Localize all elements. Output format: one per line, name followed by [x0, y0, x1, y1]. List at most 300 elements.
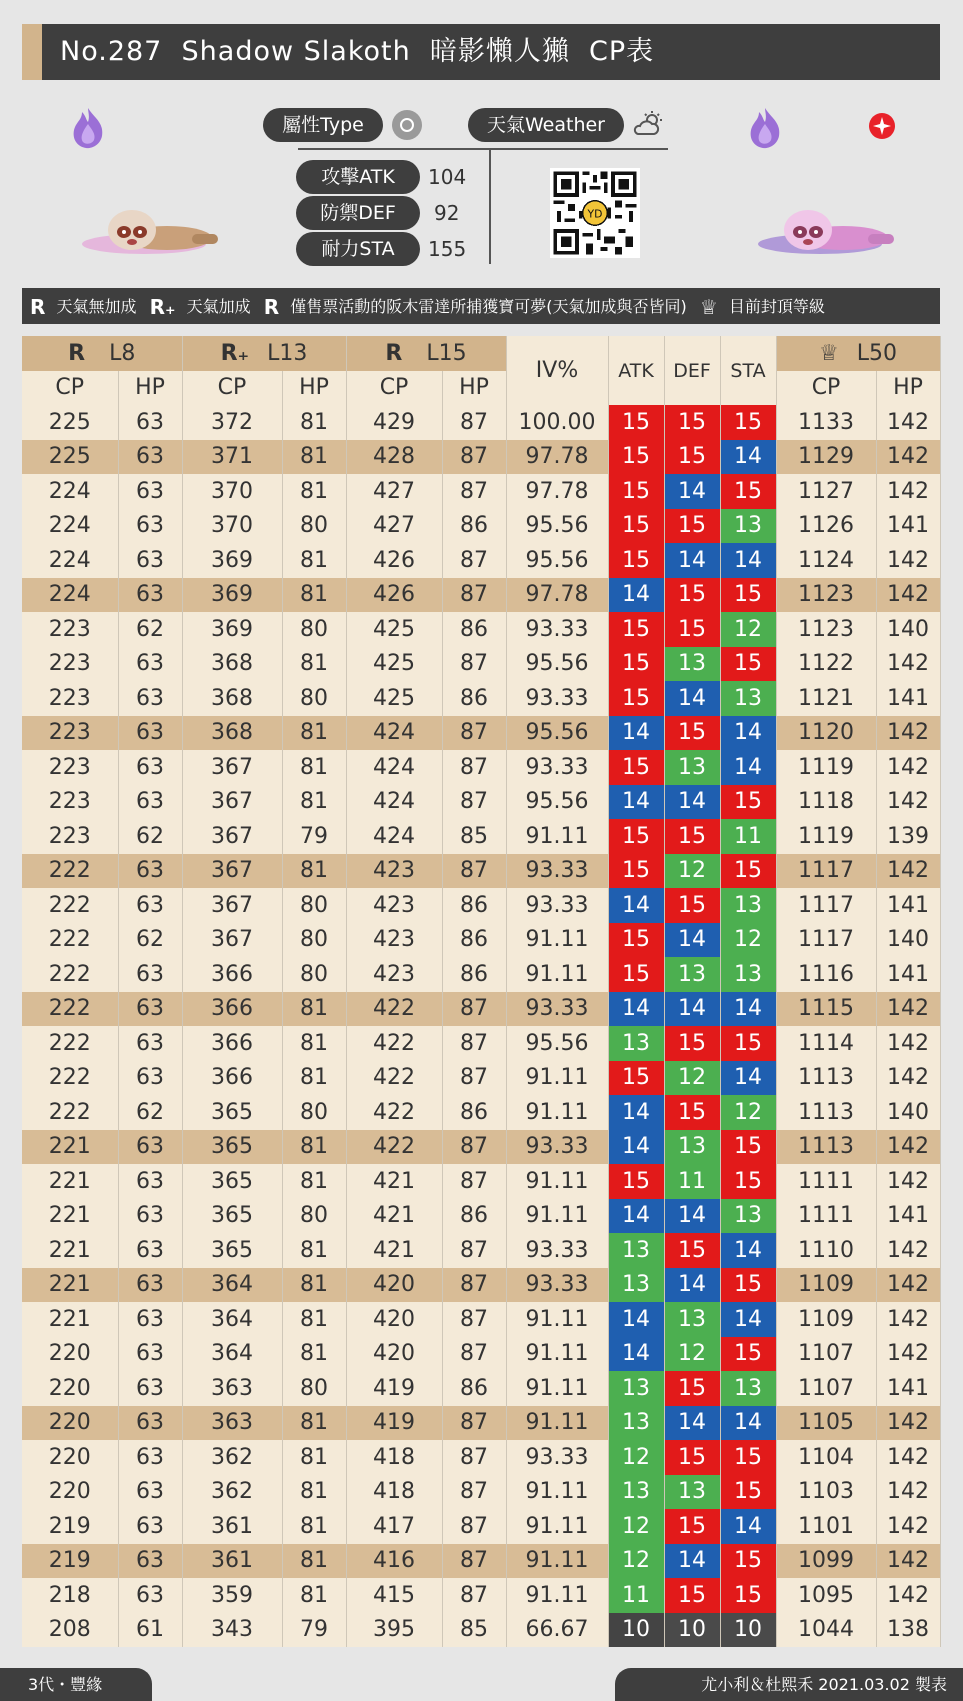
- hp-cell: 81: [282, 992, 346, 1027]
- cp-cell: 367: [182, 888, 282, 923]
- iv-sta-cell: 13: [720, 681, 776, 716]
- hp-cell: 87: [442, 647, 506, 682]
- cp-cell: 424: [346, 750, 442, 785]
- cp-cell: 220: [22, 1475, 118, 1510]
- def-value: 92: [434, 201, 460, 225]
- cp-cell: 222: [22, 1095, 118, 1130]
- cp-cell: 361: [182, 1544, 282, 1579]
- cp-cell: 365: [182, 1164, 282, 1199]
- iv-def-cell: 14: [664, 543, 720, 578]
- iv-atk-cell: 12: [608, 1544, 664, 1579]
- cp-cell: 222: [22, 923, 118, 958]
- table-row: [22, 1164, 940, 1199]
- cp-cell: 364: [182, 1268, 282, 1303]
- iv-percent-cell: 97.78: [506, 578, 608, 613]
- header-iv: IV%: [506, 336, 608, 405]
- hp-cell: 87: [442, 750, 506, 785]
- table-row: [22, 819, 940, 854]
- iv-percent-cell: 93.33: [506, 854, 608, 889]
- hp-cell: 142: [876, 578, 940, 613]
- table-row: [22, 1475, 940, 1510]
- cp-cell: 369: [182, 612, 282, 647]
- hp-cell: 142: [876, 750, 940, 785]
- iv-sta-cell: 15: [720, 1026, 776, 1061]
- hp-cell: 142: [876, 1440, 940, 1475]
- hp-cell: 141: [876, 1371, 940, 1406]
- cp-cell: 419: [346, 1406, 442, 1441]
- legend-cap: 目前封頂等級: [728, 296, 825, 316]
- no-boost-r-icon: R: [68, 340, 86, 366]
- cp-cell: 220: [22, 1440, 118, 1475]
- table-row: [22, 1337, 940, 1372]
- iv-sta-cell: 15: [720, 1475, 776, 1510]
- table-row: [22, 1509, 940, 1544]
- iv-percent-cell: 95.56: [506, 1026, 608, 1061]
- hp-cell: 141: [876, 681, 940, 716]
- cp-cell: 221: [22, 1130, 118, 1165]
- cp-cell: 221: [22, 1199, 118, 1234]
- shiny-icon: [868, 112, 896, 140]
- hp-cell: 81: [282, 785, 346, 820]
- no-boost-r-icon: R: [30, 294, 46, 319]
- cp-cell: 225: [22, 440, 118, 475]
- qr-code[interactable]: [550, 168, 640, 258]
- iv-atk-cell: 13: [608, 1026, 664, 1061]
- svg-text:YD: YD: [587, 207, 603, 221]
- cp-cell: 1117: [776, 888, 876, 923]
- hp-cell: 86: [442, 923, 506, 958]
- cp-cell: 225: [22, 405, 118, 440]
- hp-cell: 142: [876, 785, 940, 820]
- hp-cell: 81: [282, 716, 346, 751]
- table-row: [22, 992, 940, 1027]
- iv-atk-cell: 15: [608, 440, 664, 475]
- hp-cell: 63: [118, 405, 182, 440]
- cp-cell: 364: [182, 1337, 282, 1372]
- iv-sta-cell: 13: [720, 957, 776, 992]
- table-row: [22, 543, 940, 578]
- cp-cell: 1127: [776, 474, 876, 509]
- iv-percent-cell: 91.11: [506, 1406, 608, 1441]
- iv-percent-cell: 91.11: [506, 1337, 608, 1372]
- cp-cell: 223: [22, 681, 118, 716]
- cp-cell: 422: [346, 1130, 442, 1165]
- iv-atk-cell: 15: [608, 647, 664, 682]
- iv-atk-cell: 14: [608, 785, 664, 820]
- table-row: [22, 647, 940, 682]
- iv-atk-cell: 14: [608, 1302, 664, 1337]
- boost-r-icon: R₊: [149, 294, 176, 319]
- table-row: [22, 1613, 940, 1648]
- hp-cell: 87: [442, 578, 506, 613]
- header-cp: CP: [22, 371, 118, 406]
- iv-def-cell: 13: [664, 750, 720, 785]
- iv-sta-cell: 14: [720, 1302, 776, 1337]
- iv-percent-cell: 93.33: [506, 1268, 608, 1303]
- table-row: [22, 440, 940, 475]
- iv-atk-cell: 15: [608, 923, 664, 958]
- hp-cell: 80: [282, 957, 346, 992]
- iv-percent-cell: 91.11: [506, 1578, 608, 1613]
- iv-percent-cell: 91.11: [506, 1199, 608, 1234]
- hp-cell: 87: [442, 1578, 506, 1613]
- table-row: [22, 1371, 940, 1406]
- cp-cell: 1123: [776, 578, 876, 613]
- iv-atk-cell: 15: [608, 543, 664, 578]
- atk-label: 攻擊ATK: [296, 160, 420, 194]
- hp-cell: 80: [282, 612, 346, 647]
- hp-cell: 86: [442, 1199, 506, 1234]
- hp-cell: 79: [282, 819, 346, 854]
- cp-cell: 221: [22, 1268, 118, 1303]
- cp-cell: 366: [182, 992, 282, 1027]
- sta-value: 155: [428, 237, 467, 261]
- iv-percent-cell: 91.11: [506, 1302, 608, 1337]
- hp-cell: 87: [442, 1509, 506, 1544]
- cp-cell: 220: [22, 1371, 118, 1406]
- iv-sta-cell: 14: [720, 716, 776, 751]
- table-row: [22, 1302, 940, 1337]
- cp-cell: 419: [346, 1371, 442, 1406]
- cp-cell: 1122: [776, 647, 876, 682]
- iv-def-cell: 15: [664, 578, 720, 613]
- iv-atk-cell: 15: [608, 612, 664, 647]
- hp-cell: 142: [876, 1544, 940, 1579]
- cp-cell: 208: [22, 1613, 118, 1648]
- hp-cell: 85: [442, 819, 506, 854]
- iv-sta-cell: 15: [720, 854, 776, 889]
- cp-cell: 420: [346, 1337, 442, 1372]
- iv-def-cell: 15: [664, 405, 720, 440]
- cp-cell: 222: [22, 1026, 118, 1061]
- iv-percent-cell: 91.11: [506, 819, 608, 854]
- hp-cell: 81: [282, 1130, 346, 1165]
- iv-sta-cell: 15: [720, 1164, 776, 1199]
- iv-percent-cell: 93.33: [506, 681, 608, 716]
- hp-cell: 141: [876, 509, 940, 544]
- iv-sta-cell: 14: [720, 1061, 776, 1096]
- cp-cell: 224: [22, 509, 118, 544]
- cp-cell: 1095: [776, 1578, 876, 1613]
- iv-def-cell: 10: [664, 1613, 720, 1648]
- hp-cell: 63: [118, 1337, 182, 1372]
- header-cp: CP: [776, 371, 876, 406]
- cp-cell: 222: [22, 1061, 118, 1096]
- hp-cell: 142: [876, 1475, 940, 1510]
- iv-def-cell: 13: [664, 1302, 720, 1337]
- cp-cell: 369: [182, 578, 282, 613]
- cp-cell: 363: [182, 1371, 282, 1406]
- cp-cell: 365: [182, 1199, 282, 1234]
- iv-percent-cell: 93.33: [506, 612, 608, 647]
- legend-boost: 天氣加成: [186, 296, 251, 316]
- atk-value: 104: [428, 165, 467, 189]
- sta-label: 耐力STA: [296, 232, 420, 266]
- iv-percent-cell: 91.11: [506, 1095, 608, 1130]
- hp-cell: 63: [118, 1475, 182, 1510]
- iv-def-cell: 15: [664, 888, 720, 923]
- hp-cell: 142: [876, 1268, 940, 1303]
- hp-cell: 81: [282, 1233, 346, 1268]
- iv-atk-cell: 14: [608, 1199, 664, 1234]
- cp-cell: 423: [346, 854, 442, 889]
- iv-percent-cell: 93.33: [506, 992, 608, 1027]
- iv-sta-cell: 15: [720, 785, 776, 820]
- table-row: [22, 1578, 940, 1613]
- hp-cell: 142: [876, 405, 940, 440]
- iv-def-cell: 15: [664, 1233, 720, 1268]
- cp-cell: 366: [182, 1061, 282, 1096]
- def-label: 防禦DEF: [296, 196, 420, 230]
- cp-cell: 1103: [776, 1475, 876, 1510]
- iv-def-cell: 15: [664, 1371, 720, 1406]
- iv-percent-cell: 91.11: [506, 1509, 608, 1544]
- cp-cell: 224: [22, 543, 118, 578]
- hp-cell: 87: [442, 1233, 506, 1268]
- ticket-r-icon: R: [263, 294, 280, 319]
- table-row: [22, 854, 940, 889]
- cp-cell: 365: [182, 1095, 282, 1130]
- table-row: [22, 405, 940, 440]
- hp-cell: 81: [282, 1164, 346, 1199]
- cp-table-body: [22, 405, 940, 1647]
- cp-cell: 369: [182, 543, 282, 578]
- cp-cell: 362: [182, 1440, 282, 1475]
- table-row: [22, 1440, 940, 1475]
- hp-cell: 87: [442, 440, 506, 475]
- header-divider: [489, 150, 491, 264]
- cp-cell: 1111: [776, 1199, 876, 1234]
- crown-icon: ♕: [819, 340, 839, 366]
- cp-cell: 429: [346, 405, 442, 440]
- hp-cell: 142: [876, 992, 940, 1027]
- cp-cell: 1121: [776, 681, 876, 716]
- hp-cell: 87: [442, 1268, 506, 1303]
- iv-atk-cell: 14: [608, 992, 664, 1027]
- hp-cell: 63: [118, 888, 182, 923]
- hp-cell: 87: [442, 1544, 506, 1579]
- cp-cell: 425: [346, 647, 442, 682]
- iv-def-cell: 15: [664, 1509, 720, 1544]
- hp-cell: 142: [876, 1130, 940, 1165]
- cp-cell: 222: [22, 888, 118, 923]
- iv-percent-cell: 95.56: [506, 647, 608, 682]
- header-cp: CP: [182, 371, 282, 406]
- iv-percent-cell: 91.11: [506, 1475, 608, 1510]
- hp-cell: 87: [442, 1130, 506, 1165]
- hp-cell: 86: [442, 1095, 506, 1130]
- hp-cell: 142: [876, 1509, 940, 1544]
- iv-atk-cell: 12: [608, 1440, 664, 1475]
- cp-cell: 371: [182, 440, 282, 475]
- cp-cell: 368: [182, 716, 282, 751]
- cp-cell: 427: [346, 509, 442, 544]
- cp-cell: 222: [22, 957, 118, 992]
- iv-atk-cell: 15: [608, 957, 664, 992]
- hp-cell: 80: [282, 888, 346, 923]
- iv-atk-cell: 15: [608, 819, 664, 854]
- cp-cell: 428: [346, 440, 442, 475]
- cp-cell: 365: [182, 1130, 282, 1165]
- iv-percent-cell: 97.78: [506, 474, 608, 509]
- hp-cell: 63: [118, 1026, 182, 1061]
- iv-percent-cell: 100.00: [506, 405, 608, 440]
- cp-cell: 1116: [776, 957, 876, 992]
- iv-percent-cell: 97.78: [506, 440, 608, 475]
- iv-sta-cell: 14: [720, 750, 776, 785]
- hp-cell: 87: [442, 1302, 506, 1337]
- cp-cell: 220: [22, 1337, 118, 1372]
- hp-cell: 81: [282, 1544, 346, 1579]
- table-row: [22, 785, 940, 820]
- cp-cell: 1109: [776, 1268, 876, 1303]
- cp-cell: 359: [182, 1578, 282, 1613]
- hp-cell: 81: [282, 1302, 346, 1337]
- hp-cell: 87: [442, 1337, 506, 1372]
- hp-cell: 63: [118, 509, 182, 544]
- iv-sta-cell: 13: [720, 1371, 776, 1406]
- legend-no-boost: 天氣無加成: [56, 296, 137, 316]
- cp-cell: 366: [182, 957, 282, 992]
- iv-percent-cell: 91.11: [506, 1061, 608, 1096]
- slakoth-shiny-image: [748, 200, 898, 260]
- hp-cell: 81: [282, 440, 346, 475]
- hp-cell: 63: [118, 440, 182, 475]
- table-row: [22, 509, 940, 544]
- cp-cell: 1119: [776, 819, 876, 854]
- header-l15: R L15: [346, 336, 506, 371]
- hp-cell: 63: [118, 785, 182, 820]
- cp-cell: 1107: [776, 1371, 876, 1406]
- cp-cell: 1113: [776, 1061, 876, 1096]
- header-l13: R₊ L13: [182, 336, 346, 371]
- hp-cell: 80: [282, 509, 346, 544]
- shadow-flame-icon: [745, 106, 785, 150]
- hp-cell: 63: [118, 1199, 182, 1234]
- hp-cell: 63: [118, 750, 182, 785]
- iv-sta-cell: 14: [720, 992, 776, 1027]
- hp-cell: 142: [876, 1578, 940, 1613]
- header-hp: HP: [282, 371, 346, 406]
- hp-cell: 87: [442, 543, 506, 578]
- cp-cell: 422: [346, 1095, 442, 1130]
- cp-cell: 366: [182, 1026, 282, 1061]
- hp-cell: 87: [442, 1406, 506, 1441]
- hp-cell: 62: [118, 612, 182, 647]
- iv-def-cell: 15: [664, 716, 720, 751]
- table-row: [22, 1233, 940, 1268]
- iv-atk-cell: 14: [608, 716, 664, 751]
- iv-atk-cell: 15: [608, 750, 664, 785]
- iv-percent-cell: 95.56: [506, 543, 608, 578]
- cp-cell: 1113: [776, 1095, 876, 1130]
- cp-cell: 367: [182, 750, 282, 785]
- iv-atk-cell: 15: [608, 405, 664, 440]
- iv-percent-cell: 95.56: [506, 785, 608, 820]
- hp-cell: 80: [282, 1095, 346, 1130]
- hp-cell: 81: [282, 1440, 346, 1475]
- iv-def-cell: 15: [664, 440, 720, 475]
- cp-cell: 422: [346, 1026, 442, 1061]
- hp-cell: 142: [876, 1302, 940, 1337]
- iv-def-cell: 14: [664, 474, 720, 509]
- cp-cell: 361: [182, 1509, 282, 1544]
- cp-cell: 420: [346, 1302, 442, 1337]
- iv-atk-cell: 15: [608, 1061, 664, 1096]
- iv-atk-cell: 15: [608, 509, 664, 544]
- header-l50: ♕ L50: [776, 336, 940, 371]
- iv-atk-cell: 15: [608, 681, 664, 716]
- cp-cell: 221: [22, 1164, 118, 1199]
- iv-atk-cell: 13: [608, 1406, 664, 1441]
- hp-cell: 80: [282, 923, 346, 958]
- cp-cell: 425: [346, 681, 442, 716]
- hp-cell: 87: [442, 1026, 506, 1061]
- cp-cell: 424: [346, 785, 442, 820]
- hp-cell: 81: [282, 1509, 346, 1544]
- page-title: No.287 Shadow Slakoth 暗影懶人獺 CP表: [60, 36, 655, 67]
- hp-cell: 87: [442, 992, 506, 1027]
- header-sta: STA: [720, 336, 776, 405]
- cp-cell: 424: [346, 819, 442, 854]
- iv-atk-cell: 11: [608, 1578, 664, 1613]
- cp-cell: 367: [182, 923, 282, 958]
- hp-cell: 81: [282, 1475, 346, 1510]
- cp-cell: 423: [346, 957, 442, 992]
- iv-sta-cell: 15: [720, 578, 776, 613]
- cp-cell: 343: [182, 1613, 282, 1648]
- cp-cell: 1099: [776, 1544, 876, 1579]
- hp-cell: 142: [876, 1337, 940, 1372]
- hp-cell: 81: [282, 1578, 346, 1613]
- header-def: DEF: [664, 336, 720, 405]
- cp-cell: 418: [346, 1475, 442, 1510]
- iv-def-cell: 15: [664, 1578, 720, 1613]
- footer-generation: 3代・豐緣: [0, 1668, 152, 1701]
- hp-cell: 141: [876, 888, 940, 923]
- cp-cell: 422: [346, 1061, 442, 1096]
- table-row: [22, 957, 940, 992]
- cp-cell: 418: [346, 1440, 442, 1475]
- cp-cell: 222: [22, 992, 118, 1027]
- iv-def-cell: 14: [664, 785, 720, 820]
- cp-cell: 223: [22, 612, 118, 647]
- crown-icon: ♕: [699, 294, 718, 319]
- iv-sta-cell: 13: [720, 1199, 776, 1234]
- iv-sta-cell: 10: [720, 1613, 776, 1648]
- iv-percent-cell: 95.56: [506, 509, 608, 544]
- cp-cell: 223: [22, 647, 118, 682]
- cp-cell: 223: [22, 785, 118, 820]
- header-atk: ATK: [608, 336, 664, 405]
- hp-cell: 80: [282, 1199, 346, 1234]
- iv-atk-cell: 14: [608, 1337, 664, 1372]
- iv-atk-cell: 14: [608, 888, 664, 923]
- hp-cell: 142: [876, 474, 940, 509]
- iv-sta-cell: 15: [720, 1337, 776, 1372]
- table-row: [22, 1095, 940, 1130]
- header-rule: [298, 148, 668, 150]
- iv-percent-cell: 93.33: [506, 888, 608, 923]
- iv-percent-cell: 91.11: [506, 1544, 608, 1579]
- legend-bar: [22, 288, 940, 324]
- hp-cell: 142: [876, 854, 940, 889]
- header-l8: R L8: [22, 336, 182, 371]
- hp-cell: 61: [118, 1613, 182, 1648]
- hp-cell: 62: [118, 1095, 182, 1130]
- hp-cell: 142: [876, 1233, 940, 1268]
- cp-cell: 421: [346, 1164, 442, 1199]
